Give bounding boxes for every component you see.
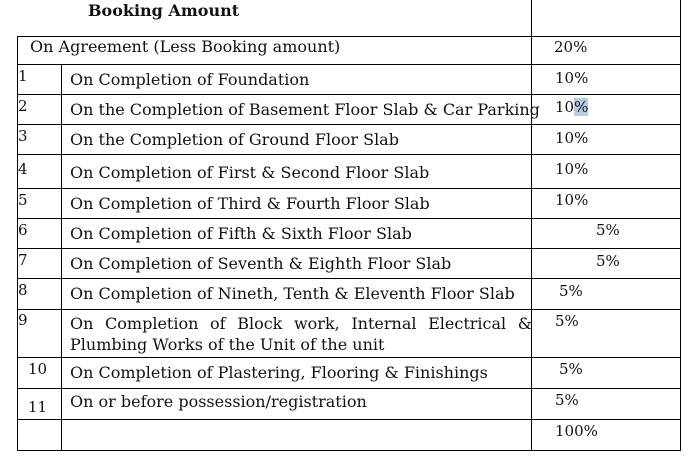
grid-line: [17, 124, 681, 125]
row-percent: 5%: [555, 391, 579, 409]
row-percent: [555, 98, 588, 116]
row-description: On the Completion of Basement Floor Slab & Car Parking: [70, 100, 540, 119]
row-percent: 10%: [555, 129, 589, 147]
grid-line: [17, 64, 681, 65]
row-description: On or before possession/registration: [70, 392, 367, 411]
grid-line: [17, 450, 681, 451]
row-number: 9: [18, 311, 28, 329]
grid-line: [17, 388, 681, 389]
row-number: 7: [18, 251, 28, 269]
row-number: 5: [18, 191, 28, 209]
row-number: 11: [28, 398, 48, 416]
selected-text-highlight: %: [574, 98, 589, 116]
row-description: On Completion of Plastering, Flooring & Finishings: [70, 363, 488, 382]
grid-line: [17, 218, 681, 219]
row-number: 2: [18, 97, 28, 115]
row-description: On the Completion of Ground Floor Slab: [70, 130, 399, 149]
row-description: On Completion of Foundation: [70, 70, 310, 89]
row-number: 8: [18, 281, 28, 299]
row-description-continued: Plumbing Works of the Unit of the unit: [70, 335, 385, 354]
grid-line: [17, 154, 681, 155]
row-number: 3: [18, 127, 28, 145]
grid-line: [17, 94, 681, 95]
agreement-label: On Agreement (Less Booking amount): [30, 37, 341, 56]
row-description: On Completion of Fifth & Sixth Floor Slab: [70, 224, 412, 243]
grid-line: [17, 188, 681, 189]
row-number: 4: [18, 160, 28, 178]
grid-line: [17, 278, 681, 279]
agreement-percent: 20%: [554, 38, 588, 56]
row-number: 1: [18, 67, 28, 85]
row-percent: 5%: [596, 221, 620, 239]
row-description: On Completion of Nineth, Tenth & Eleventh Floor Slab: [70, 284, 515, 303]
row-percent: 5%: [555, 312, 579, 330]
row-description: On Completion of Seventh & Eighth Floor Slab: [70, 254, 452, 273]
grid-line: [531, 0, 532, 451]
row-percent: 10%: [555, 160, 589, 178]
row-percent: 10%: [555, 191, 589, 209]
grid-line: [17, 419, 681, 420]
row-percent: 5%: [559, 282, 583, 300]
row-description: On Completion of Block work, Internal Electrical &: [70, 314, 532, 333]
booking-amount-heading: Booking Amount: [88, 1, 240, 20]
total-percent: 100%: [555, 422, 598, 440]
row-percent: 5%: [559, 360, 583, 378]
grid-line: [17, 309, 681, 310]
row-percent: 10%: [555, 69, 589, 87]
grid-line: [17, 248, 681, 249]
row-description: On Completion of First & Second Floor Slab: [70, 163, 430, 182]
row-number: 6: [18, 221, 28, 239]
row-percent-value: 10: [555, 98, 575, 116]
grid-line: [61, 64, 62, 451]
grid-line: [17, 357, 681, 358]
grid-line: [680, 0, 681, 451]
row-number: 10: [28, 360, 48, 378]
row-description: On Completion of Third & Fourth Floor Slab: [70, 194, 430, 213]
row-percent: 5%: [596, 252, 620, 270]
